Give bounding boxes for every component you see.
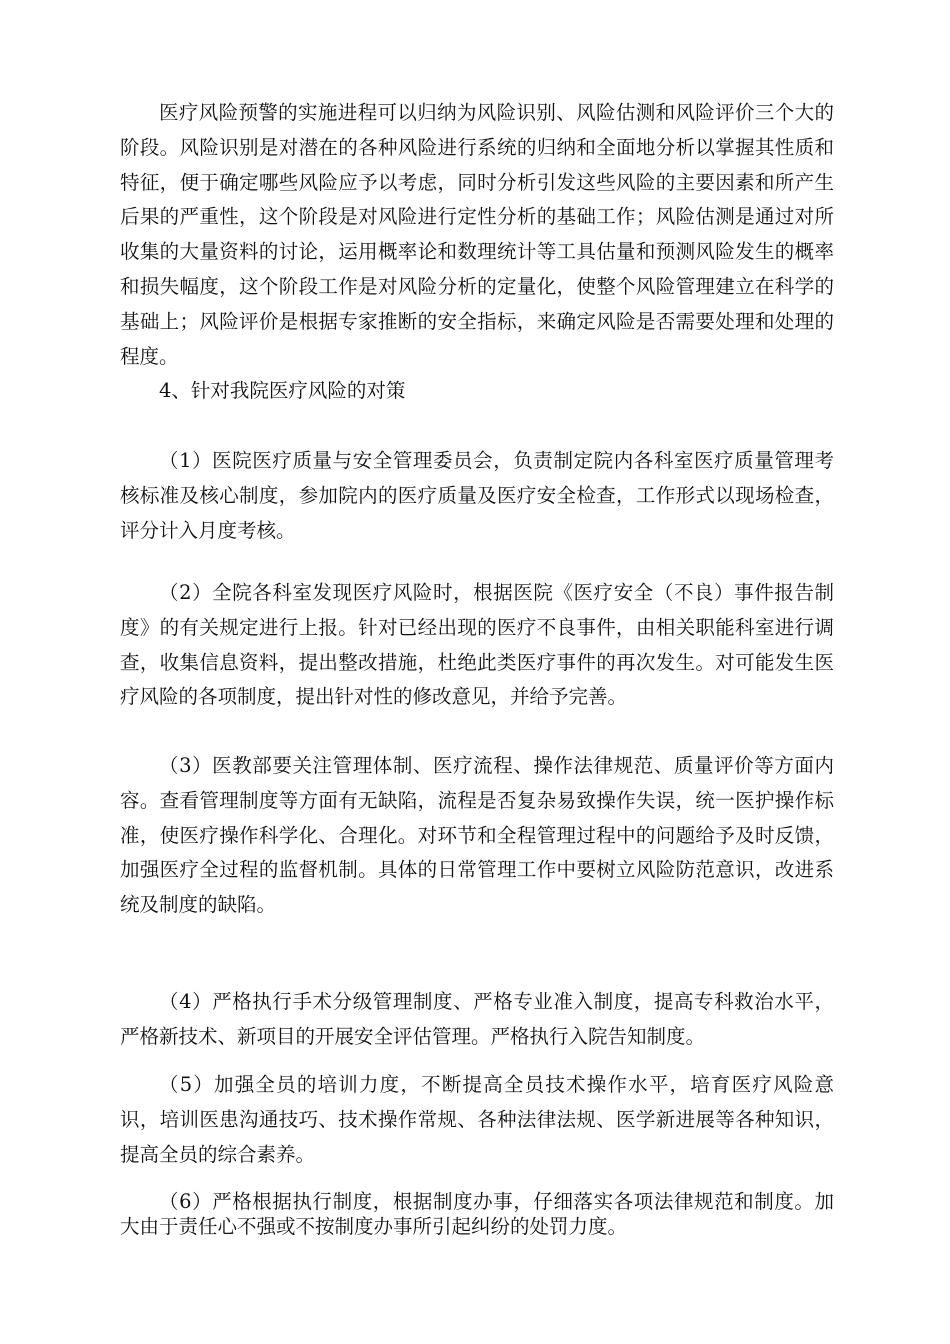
paragraph-item-4: （4）严格执行手术分级管理制度、严格专业准入制度，提高专科救治水平，严格新技术、新项目的开展安全评估管理。严格执行入院告知制度。 (120, 990, 834, 1048)
paragraph-risk-warning: 医疗风险预警的实施进程可以归纳为风险识别、风险估测和风险评价三个大的阶段。风险识别是对潜在的各种风险进行系统的归纳和全面地分析以掌握其性质和特征，便于确定哪些风险应予以考虑，同时分析引发这些风险的主要因素和所产生后果的严重性，这个阶段是对风险进行定性分析的基础工作；风险估测是通过对所收集的大量资料的讨论，运用概率论和数理统计等工具估量和预测风险发生的概率和损失幅度，这个阶段工作是对风险分析的定量化，使整个风险管理建立在科学的基础上；风险评价是根据专家推断的安全指标，来确定风险是否需要处理和处理的程度。 (120, 101, 834, 368)
paragraph-item-1: （1）医院医疗质量与安全管理委员会，负责制定院内各科室医疗质量管理考核标准及核心制度，参加院内的医疗质量及医疗安全检查，工作形式以现场检查，评分计入月度考核。 (120, 449, 834, 542)
paragraph-item-6: （6）严格根据执行制度，根据制度办事，仔细落实各项法律规范和制度。加大由于责任心不强或不按制度办事所引起纠纷的处罚力度。 (120, 1190, 834, 1238)
section-heading-countermeasures: 4、针对我院医疗风险的对策 (159, 379, 406, 402)
paragraph-item-3: （3）医教部要关注管理体制、医疗流程、操作法律规范、质量评价等方面内容。查看管理制度等方面有无缺陷，流程是否复杂易致操作失误，统一医护操作标准，使医疗操作科学化、合理化。对环节和全程管理过程中的问题给予及时反馈，加强医疗全过程的监督机制。具体的日常管理工作中要树立风险防范意识，改进系统及制度的缺陷。 (120, 754, 834, 917)
paragraph-item-2: （2）全院各科室发现医疗风险时，根据医院《医疗安全（不良）事件报告制度》的有关规定进行上报。针对已经出现的医疗不良事件，由相关职能科室进行调查，收集信息资料，提出整改措施，杜绝此类医疗事件的再次发生。对可能发生医疗风险的各项制度，提出针对性的修改意见，并给予完善。 (120, 581, 834, 709)
paragraph-item-5: （5）加强全员的培训力度，不断提高全员技术操作水平，培育医疗风险意识，培训医患沟通技巧、技术操作常规、各种法律法规、医学新进展等各种知识，提高全员的综合素养。 (120, 1073, 834, 1166)
